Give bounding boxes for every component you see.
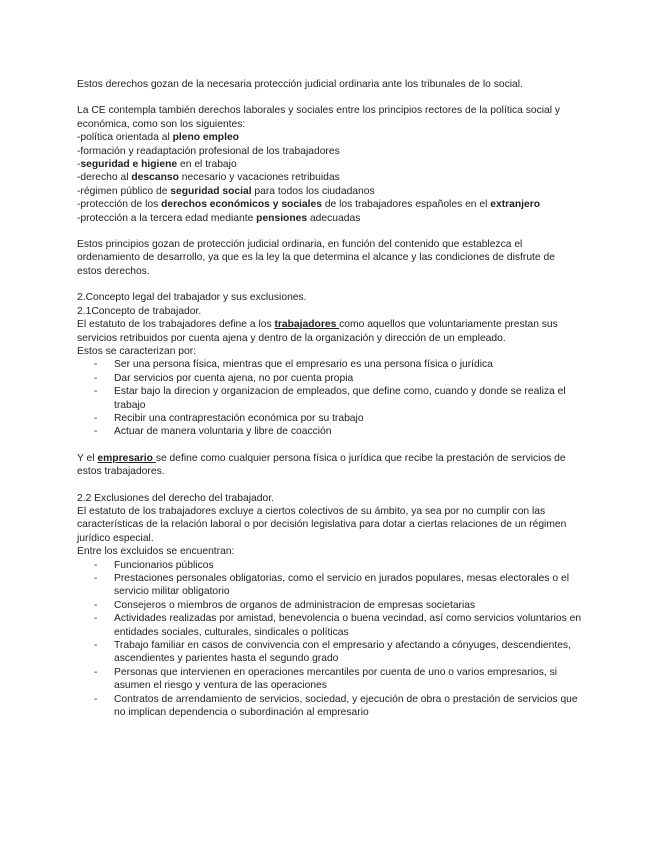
- excluded-item: [77, 572, 582, 599]
- rights-item: [77, 158, 582, 171]
- bold-term: extranjero: [490, 199, 541, 211]
- list-item-text: Funcionarios públicos: [114, 559, 214, 571]
- excluded-item: [77, 639, 582, 666]
- characteristic-item: [77, 358, 582, 371]
- list-item-text: Ser una persona física, mientras que el empresario es una persona física o jurídica: [114, 359, 493, 371]
- list-item-text: Actividades realizadas por amistad, benevolencia o buena vecindad, así como servicios voluntarios en entidades sociales, culturales, sindicales o políticas: [114, 613, 582, 638]
- bold-term: derechos económicos y sociales: [161, 199, 322, 211]
- bullet-dash: -: [94, 666, 98, 678]
- bullet-dash: -: [94, 386, 98, 398]
- characteristic-item: [77, 412, 582, 425]
- excluded-item: [77, 666, 582, 693]
- bullet-dash: -: [94, 559, 98, 571]
- rights-item: [77, 171, 582, 184]
- text-run: Y el: [77, 452, 98, 464]
- document-page: [77, 78, 582, 719]
- bullet-dash: -: [94, 599, 98, 611]
- excluded-item: [77, 693, 582, 720]
- section-2-1-heading: 2.1Concepto de trabajador.: [77, 305, 202, 317]
- excluded-item: [77, 612, 582, 639]
- bullet-dash: -: [94, 412, 98, 424]
- bullet-dash: -: [94, 693, 98, 705]
- rights-item: [77, 212, 582, 225]
- characteristic-item: [77, 372, 582, 385]
- list-item-text: Recibir una contraprestación económica por su trabajo: [114, 412, 364, 424]
- bold-term: seguridad social: [170, 185, 252, 197]
- excluded-list: [77, 559, 582, 720]
- term-trabajadores: trabajadores: [274, 319, 340, 331]
- rights-item: [77, 185, 582, 198]
- bold-term: pensiones: [256, 212, 308, 224]
- text-run: necesario y vacaciones retribuidas: [178, 172, 340, 184]
- rights-item: [77, 198, 582, 211]
- bullet-dash: -: [94, 372, 98, 384]
- rights-item: [77, 131, 582, 144]
- section-2-2-heading: 2.2 Exclusiones del derecho del trabajador.: [77, 492, 274, 504]
- text-run: -protección de los: [77, 199, 162, 211]
- text-run: El estatuto de los trabajadores define a los: [77, 319, 275, 331]
- bold-term: pleno empleo: [172, 132, 239, 144]
- characteristics-list: [77, 358, 582, 438]
- text-run: como aquellos que voluntariamente prestan sus servicios retribuidos por cuenta ajena y dentro de la organización y dirección de un empleado.: [77, 319, 558, 344]
- characteristics-intro: Estos se caracterizan por:: [77, 345, 197, 357]
- text-run: adecuadas: [307, 212, 361, 224]
- list-item-text: Prestaciones personales obligatorias, como el servicio en jurados populares, mesas electorales o el servicio militar obligatorio: [114, 573, 570, 598]
- list-item-text: Contratos de arrendamiento de servicios, sociedad, y ejecución de obra o prestación de servicios que no implican dependencia o subordinación al empresario: [114, 693, 578, 719]
- intro-paragraph: Estos derechos gozan de la necesaria protección judicial ordinaria ante los tribunales de lo social.: [77, 79, 523, 90]
- employer-definition-paragraph: [77, 452, 582, 479]
- worker-definition-paragraph: [77, 318, 582, 345]
- bullet-dash: -: [94, 613, 98, 625]
- list-item-text: Dar servicios por cuenta ajena, no por cuenta propia: [114, 372, 354, 384]
- text-run: -política orientada al: [77, 132, 173, 144]
- bold-term: descanso: [131, 172, 179, 184]
- text-run: de los trabajadores españoles en el: [321, 199, 491, 211]
- bullet-dash: -: [94, 426, 98, 438]
- bold-term: seguridad e higiene: [80, 159, 178, 171]
- rights-item: [77, 145, 582, 158]
- text-run: -derecho al: [77, 172, 132, 184]
- characteristic-item: [77, 385, 582, 412]
- list-item-text: Actuar de manera voluntaria y libre de coacción: [114, 426, 332, 438]
- list-item-text: Consejeros o miembros de organos de administracion de empresas societarias: [114, 599, 476, 611]
- text-run: se define como cualquier persona física o jurídica que recibe la prestación de servicios de estos trabajadores.: [77, 452, 566, 478]
- exclusions-paragraph: El estatuto de los trabajadores excluye a ciertos colectivos de su ámbito, ya sea por no cumplir con las características de la relación laboral o por decisión legislativa para dotar a ciertas relaciones de un régimen jurídico especial.: [77, 505, 567, 544]
- excluded-item: [77, 559, 582, 572]
- text-run: -régimen público de: [77, 185, 171, 197]
- rights-intro-paragraph: La CE contempla también derechos laborales y sociales entre los principios rectores de la política social y económica, como son los siguientes:: [77, 105, 561, 130]
- principles-paragraph: Estos principios gozan de protección judicial ordinaria, en función del contenido que establezca el ordenamiento de desarrollo, ya que es la ley la que determina el alcance y las condiciones de disfrute de estos derechos.: [77, 239, 555, 277]
- rights-list: [77, 131, 582, 225]
- list-item-text: Personas que intervienen en operaciones mercantiles por cuenta de uno o varios empresarios, si asumen el riesgo y ventura de las operaciones: [114, 666, 558, 692]
- bullet-dash: -: [94, 359, 98, 371]
- text-run: en el trabajo: [177, 159, 237, 171]
- excluded-intro: Entre los excluidos se encuentran:: [77, 546, 235, 558]
- text-run: -: [77, 159, 81, 171]
- text-run: para todos los ciudadanos: [251, 185, 375, 197]
- excluded-item: [77, 599, 582, 612]
- list-item-text: Trabajo familiar en casos de convivencia con el empresario y afectando a cónyuges, descendientes, ascendientes y parientes hasta el segundo grado: [114, 640, 571, 665]
- bullet-dash: -: [94, 573, 98, 584]
- characteristic-item: [77, 425, 582, 438]
- section-2-heading: 2.Concepto legal del trabajador y sus exclusiones.: [77, 292, 307, 304]
- list-item-text: Estar bajo la direcion y organizacion de empleados, que define como, cuando y donde se realiza el trabajo: [114, 386, 566, 411]
- text-run: -formación y readaptación profesional de los trabajadores: [77, 145, 340, 157]
- bullet-dash: -: [94, 640, 98, 652]
- text-run: -protección a la tercera edad mediante: [77, 212, 257, 224]
- term-empresario: empresario: [97, 452, 156, 464]
